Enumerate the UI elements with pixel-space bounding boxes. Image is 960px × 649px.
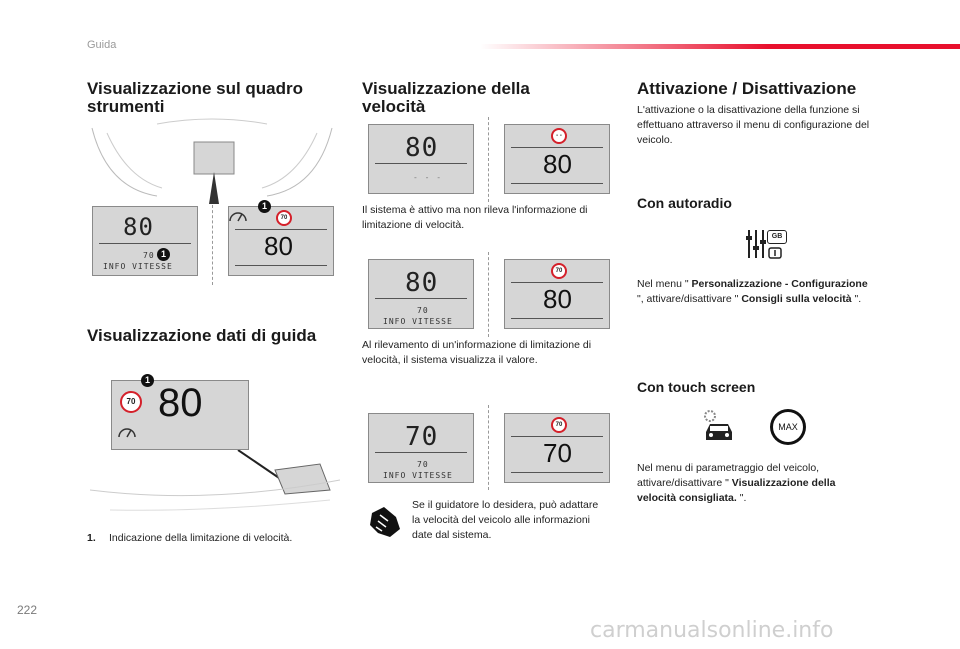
lcd-row3-left [368,413,474,483]
heading-with-touchscreen: Con touch screen [637,379,756,395]
lcd-info: INFO VITESSE [383,317,453,326]
speedometer-icon [117,422,139,440]
panel-speed: 80 [264,231,293,261]
activation-intro: L'attivazione o la disattivazione della funzione si effettuano attraverso il menu di configurazione del veicolo. [637,104,870,146]
heading-activation: Attivazione / Disattivazione [637,79,857,98]
hud-speed: 80 [158,381,203,425]
panel-row3-right [504,413,610,483]
divider [488,117,490,202]
heading-speed-display: Visualizzazione della velocità [362,79,530,116]
lcd-limit: 70 [143,251,155,260]
gb-icon: GB [767,230,787,244]
heading-with-radio: Con autoradio [637,195,732,211]
cluster-lcd [92,206,198,276]
panel-speed: 80 [543,284,572,314]
caption-text: Indicazione della limitazione di velocità. [109,532,293,544]
panel-speed: 80 [543,149,572,179]
radio-instructions: Nel menu " Personalizzazione - Configurazione ", attivare/disattivare " Consigli sulla velocità ". [637,278,868,305]
lcd-speed: 80 [405,133,439,163]
lcd-info: INFO VITESSE [383,471,453,480]
lcd-row2-left [368,259,474,329]
heading-driving-data: Visualizzazione dati di guida [87,326,317,345]
heading-instrument-display: Visualizzazione sul quadro strumenti [87,79,304,116]
row1-description: Il sistema è attivo ma non rileva l'informazione di limitazione di velocità. [362,204,588,231]
lcd-limit: 70 [417,306,429,315]
callout-badge: 1 [157,248,170,261]
touchscreen-instructions: Nel menu di parametraggio del veicolo, attivare/disattivare " Visualizzazione della velocità consigliata. ". [637,462,836,504]
lcd-speed: 80 [405,268,439,298]
hand-pointer-icon [366,503,404,539]
page-number: 222 [17,603,38,617]
lcd-row1-left [368,124,474,194]
divider [212,205,214,285]
watermark: carmanualsonline.info [590,618,834,643]
note-text: Se il guidatore lo desidera, può adattare la velocità del veicolo alle informazioni date dal sistema. [412,499,599,541]
callout-badge: 1 [258,200,271,213]
header-accent-bar [480,44,960,49]
lcd-speed: 70 [405,422,439,452]
hud-speed-limit-sign: 70 [120,391,142,413]
speedometer-icon [228,206,248,224]
section-title: Guida [87,39,117,51]
speed-limit-sign: - - [551,128,567,144]
dashboard-hud-illustration [90,450,340,520]
caption-number: 1. [87,532,96,544]
lcd-dashes: - - - [413,173,443,182]
lcd-speed: 80 [123,213,154,241]
max-speed-icon [770,409,806,445]
callout-badge: 1 [141,374,154,387]
panel-speed: 70 [543,438,572,468]
lcd-info: INFO VITESSE [103,262,173,271]
divider [488,252,490,337]
speed-limit-sign: 70 [551,263,567,279]
row2-description: Al rilevamento di un'informazione di limitazione di velocità, il sistema visualizza il valore. [362,339,592,366]
divider [488,405,490,490]
lcd-limit: 70 [417,460,429,469]
dashboard-illustration [87,118,337,206]
panel-row2-right [504,259,610,329]
speed-limit-sign: 70 [276,210,292,226]
car-settings-icon [700,408,740,444]
panel-row1-right [504,124,610,194]
speed-limit-sign: 70 [551,417,567,433]
max-label: MAX [773,412,803,442]
